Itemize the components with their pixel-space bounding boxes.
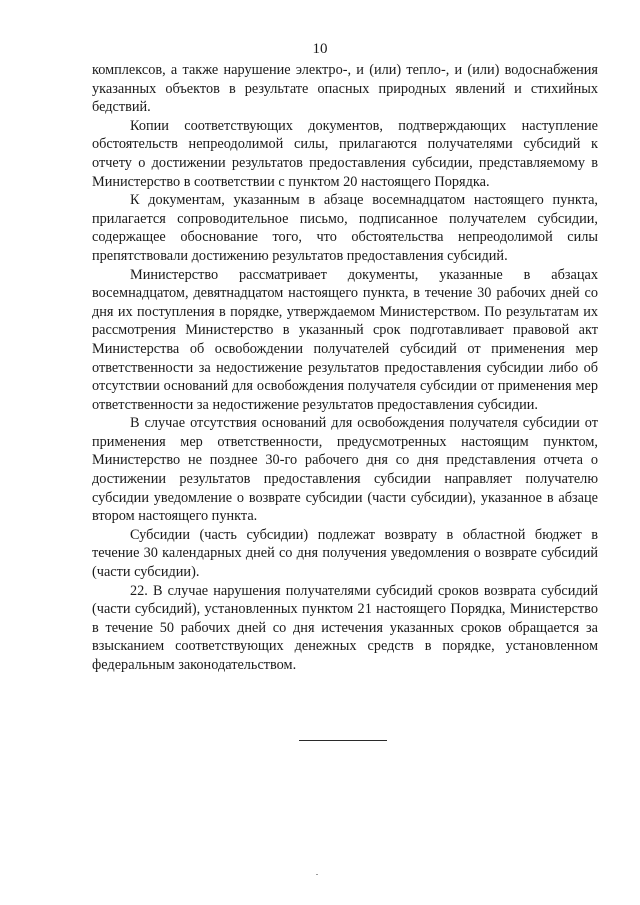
page-number: 10 (312, 41, 328, 57)
document-body (92, 61, 598, 675)
end-of-text-separator (299, 740, 387, 741)
paragraph-ministry-review: Министерство рассматривает документы, указанные в абзацах восемнадцатом, девятнадцатом настоящего пункта, в течение 30 рабочих дней со дня их поступления в порядке, утверждаемом Министерством. По результатам их рассмотрения Министерство в указанный срок подготавливает правовой акт Министерства об освобождении получателей субсидий от применения мер ответственности за недостижение результатов предоставления субсидии либо об отсутствии оснований для освобождения получателя субсидии от применения мер ответственности за недостижение результатов предоставления субсидии. (92, 266, 598, 413)
paragraph-no-grounds-for-release: В случае отсутствия оснований для освобождения получателя субсидии от применения мер ответственности, предусмотренных настоящим пунктом, Министерство не позднее 30-го рабочего дня со дня представления отчета о достижении результатов предоставления субсидии направляет получателю субсидии уведомление о возврате субсидии (части субсидии), указанное в абзаце втором настоящего пункта. (92, 415, 598, 525)
paragraph-continuation: комплексов, а также нарушение электро-, и (или) тепло-, и (или) водоснабжения указанных объектов в результате опасных природных явлений и стихийных бедствий. (92, 62, 598, 116)
paragraph-cover-letter: К документам, указанным в абзаце восемнадцатом настоящего пункта, прилагается сопроводительное письмо, подписанное получателем субсидии, содержащее обоснование того, что обстоятельства непреодолимой силы препятствовали достижению результатов предоставления субсидий. (92, 192, 598, 264)
paragraph-copies-of-documents: Копии соответствующих документов, подтверждающих наступление обстоятельств непреодолимой силы, прилагаются получателями субсидий к отчету о достижении результатов предоставления субсидии, представляемому в Министерство в соответствии с пунктом 20 настоящего Порядка. (92, 117, 598, 190)
paragraph-return-to-budget: Субсидии (часть субсидии) подлежат возврату в областной бюджет в течение 30 календарных дней со дня получения уведомления о возврате субсидий (части субсидии). (92, 526, 598, 581)
scan-speck (316, 874, 318, 875)
paragraph-item-22: 22. В случае нарушения получателями субсидий сроков возврата субсидий (части субсидий), установленных пунктом 21 настоящего Порядка, Министерство в течение 50 рабочих дней со дня истечения указанных сроков обращается за взысканием соответствующих денежных средств в порядке, установленном федеральным законодательством. (92, 582, 598, 673)
